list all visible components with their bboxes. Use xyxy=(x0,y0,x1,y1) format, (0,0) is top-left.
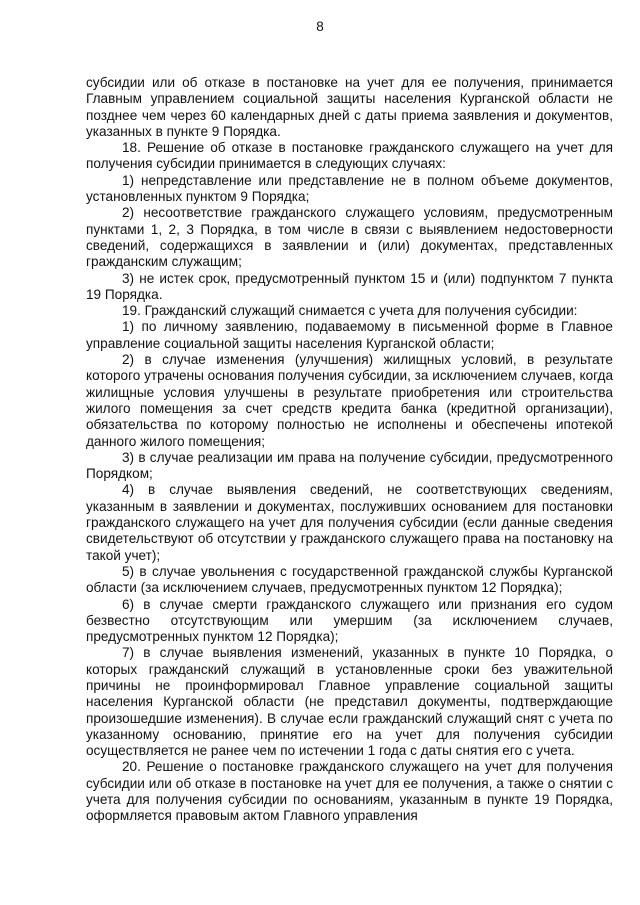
paragraph-item-18-2: 2) несоответствие гражданского служащего условиям, предусмотренным пунктами 1, 2, 3 Порядка, в том числе в связи с выявлением недостоверности сведений, содержащихся в заявлении и (или) документах, представленных гражданским служащим; xyxy=(86,205,613,270)
paragraph-item-19-4: 4) в случае выявления сведений, не соответствующих сведениям, указанным в заявлении и документах, послуживших основанием для постановки гражданского служащего на учет для получения субсидии (если данные сведения свидетельствуют об отсутствии у гражданского служащего права на постановку на такой учет); xyxy=(86,482,613,563)
paragraph-item-19-7: 7) в случае выявления изменений, указанных в пункте 10 Порядка, о которых гражданский служащий в установленные сроки без уважительной причины не проинформировал Главное управление социальной защиты населения Курганской области (не представил документы, подтверждающие произошедшие изменения). В случае если гражданский служащий снят с учета по указанному основанию, принятие его на учет для получения субсидии осуществляется не ранее чем по истечении 1 года с даты снятия его с учета. xyxy=(86,645,613,759)
paragraph-item-18-3: 3) не истек срок, предусмотренный пунктом 15 и (или) подпунктом 7 пункта 19 Порядка. xyxy=(86,270,613,302)
paragraph-item-20: 20. Решение о постановке гражданского служащего на учет для получения субсидии или об отказе в постановке на учет для ее получения, а также о снятии с учета для получения субсидии по основаниям, указанным в пункте 19 Порядка, оформляется правовым актом Главного управления xyxy=(86,759,613,824)
paragraph-item-19-5: 5) в случае увольнения с государственной гражданской службы Курганской области (за исключением случаев, предусмотренных пунктом 12 Порядка); xyxy=(86,563,613,596)
paragraph-item-19-3: 3) в случае реализации им права на получение субсидии, предусмотренного Порядком; xyxy=(86,449,613,482)
page-number: 8 xyxy=(316,19,324,34)
paragraph-item-19-6: 6) в случае смерти гражданского служащего или признания его судом безвестно отсутствующим или умершим (за исключением случаев, предусмотренных пунктом 12 Порядка); xyxy=(86,596,613,645)
paragraph-item-19-1: 1) по личному заявлению, подаваемому в письменной форме в Главное управление социальной защиты населения Курганской области; xyxy=(86,319,613,351)
paragraph-continuation: субсидии или об отказе в постановке на учет для ее получения, принимается Главным управлением социальной защиты населения Курганской области не позднее чем через 60 календарных дней с даты приема заявления и документов, указанных в пункте 9 Порядка. xyxy=(86,75,613,139)
paragraph-item-18-1: 1) непредставление или представление не в полном объеме документов, установленных пунктом 9 Порядка; xyxy=(86,172,613,205)
paragraph-item-19-2: 2) в случае изменения (улучшения) жилищных условий, в результате которого утрачены основания получения субсидии, за исключением случаев, когда жилищные условия улучшены в результате приобретения или строительства жилого помещения за счет средств кредита банка (кредитной организации), обязательства по которому полностью не исполнены и обеспечены ипотекой данного жилого помещения; xyxy=(86,352,613,449)
document-body xyxy=(86,75,613,825)
paragraph-item-18: 18. Решение об отказе в постановке гражданского служащего на учет для получения субсидии принимается в следующих случаях: xyxy=(86,140,613,172)
paragraph-item-19: 19. Гражданский служащий снимается с учета для получения субсидии: xyxy=(122,303,578,319)
